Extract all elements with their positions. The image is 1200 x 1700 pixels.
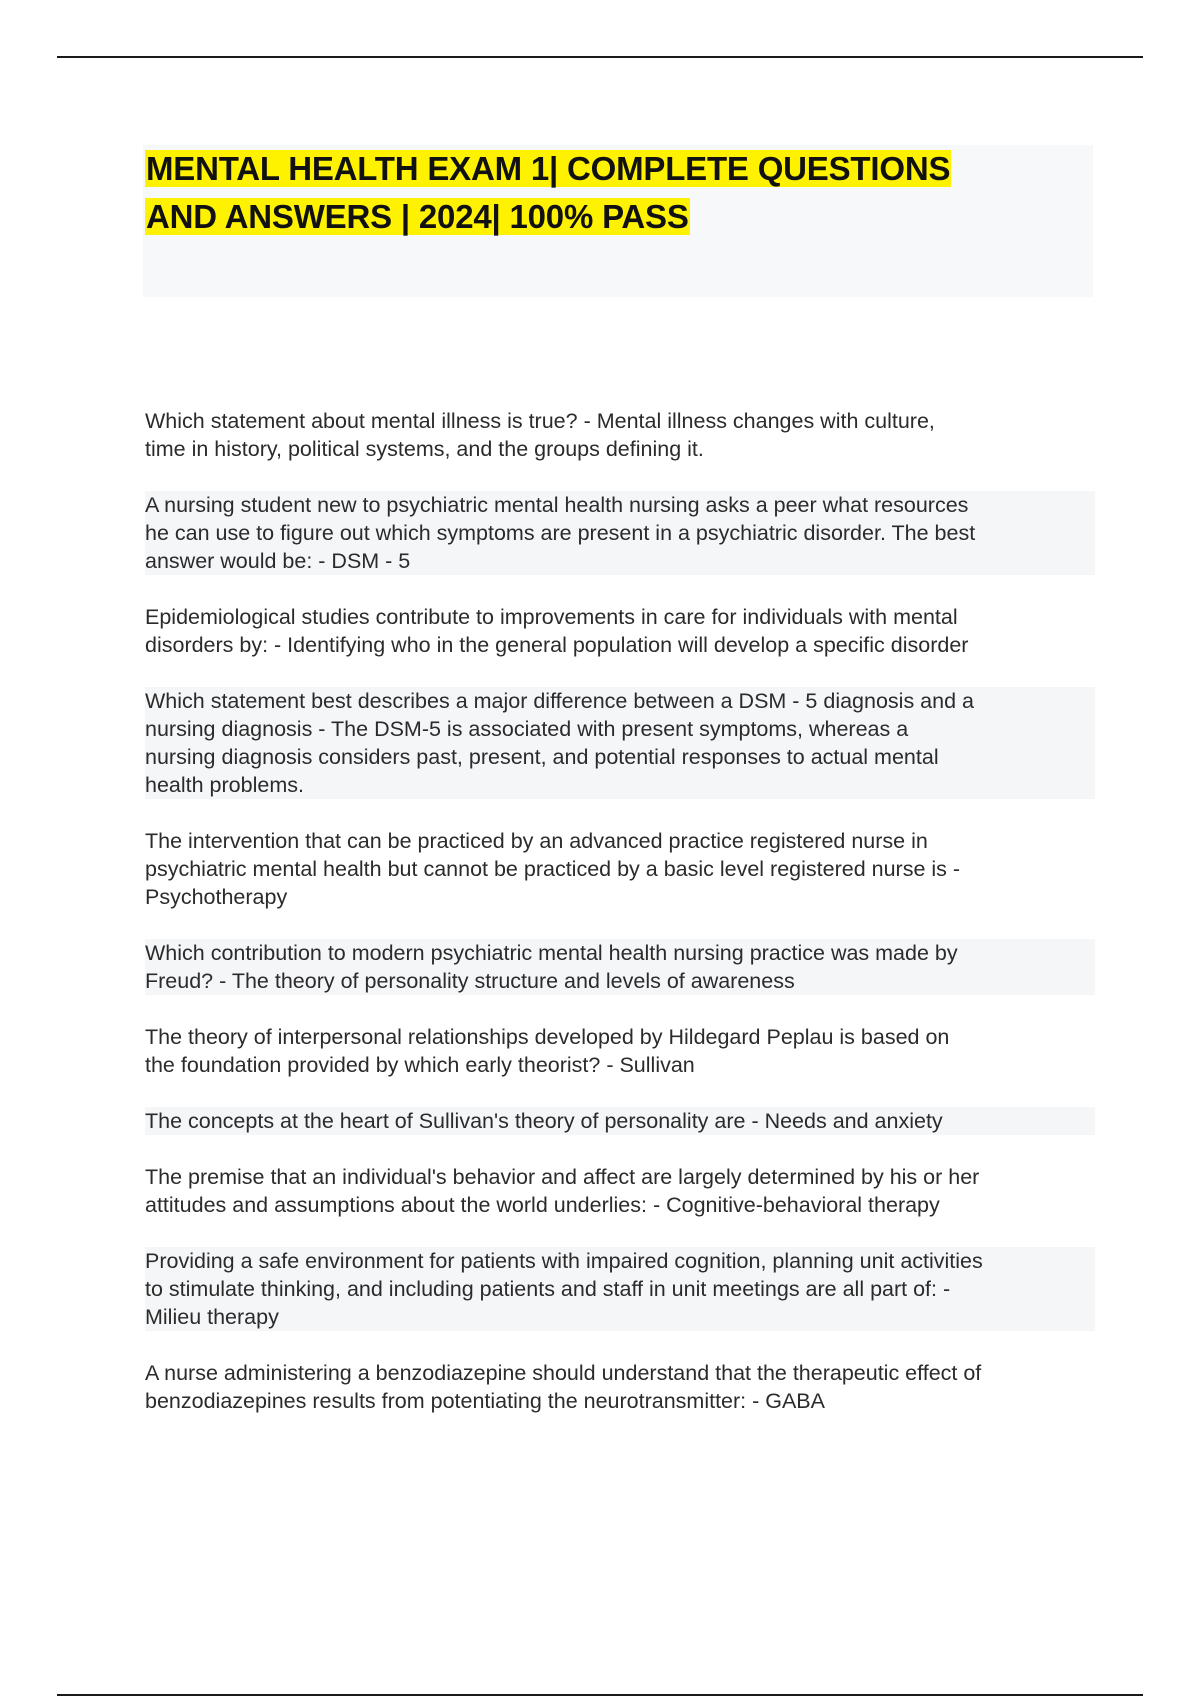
qa-item-line: time in history, political systems, and the groups defining it. bbox=[145, 437, 704, 461]
title-line-1: MENTAL HEALTH EXAM 1| COMPLETE QUESTIONS bbox=[146, 150, 951, 187]
qa-item-line: A nursing student new to psychiatric mental health nursing asks a peer what resources bbox=[145, 491, 1095, 519]
qa-item-line: nursing diagnosis - The DSM-5 is associated with present symptoms, whereas a bbox=[145, 715, 1095, 743]
qa-item bbox=[145, 1107, 1095, 1135]
qa-item-line: Milieu therapy bbox=[145, 1303, 1095, 1331]
qa-item-line: Which statement about mental illness is true? - Mental illness changes with culture, bbox=[145, 409, 935, 433]
qa-item-line: Providing a safe environment for patients with impaired cognition, planning unit activities bbox=[145, 1247, 1095, 1275]
qa-item-line: benzodiazepines results from potentiating the neurotransmitter: - GABA bbox=[145, 1389, 825, 1413]
qa-item bbox=[145, 1023, 1095, 1079]
qa-item bbox=[145, 687, 1095, 799]
qa-item-line: he can use to figure out which symptoms are present in a psychiatric disorder. The best bbox=[145, 519, 1095, 547]
qa-item-line: Which statement best describes a major difference between a DSM - 5 diagnosis and a bbox=[145, 687, 1095, 715]
qa-item bbox=[145, 491, 1095, 575]
qa-item bbox=[145, 827, 1095, 911]
qa-item-line: answer would be: - DSM - 5 bbox=[145, 547, 1095, 575]
qa-item bbox=[145, 407, 1095, 463]
qa-item bbox=[145, 1163, 1095, 1219]
qa-item-line: to stimulate thinking, and including patients and staff in unit meetings are all part of: - bbox=[145, 1275, 1095, 1303]
qa-item bbox=[145, 603, 1095, 659]
qa-item-line: A nurse administering a benzodiazepine should understand that the therapeutic effect of bbox=[145, 1361, 982, 1385]
qa-item-line: Epidemiological studies contribute to improvements in care for individuals with mental bbox=[145, 605, 958, 629]
qa-item-line: Psychotherapy bbox=[145, 885, 288, 909]
qa-item-line: Which contribution to modern psychiatric mental health nursing practice was made by bbox=[145, 939, 1095, 967]
qa-item-line: The theory of interpersonal relationships developed by Hildegard Peplau is based on bbox=[145, 1025, 950, 1049]
qa-item-line: The intervention that can be practiced by an advanced practice registered nurse in bbox=[145, 829, 928, 853]
title-block bbox=[143, 145, 1093, 297]
qa-item-line: psychiatric mental health but cannot be practiced by a basic level registered nurse is - bbox=[145, 857, 961, 881]
qa-item bbox=[145, 1247, 1095, 1331]
qa-item-line: Freud? - The theory of personality structure and levels of awareness bbox=[145, 967, 1095, 995]
qa-item bbox=[145, 939, 1095, 995]
qa-item-line: The concepts at the heart of Sullivan's theory of personality are - Needs and anxiety bbox=[145, 1107, 1095, 1135]
qa-item-line: health problems. bbox=[145, 771, 1095, 799]
top-divider bbox=[57, 56, 1143, 58]
qa-item-line: the foundation provided by which early theorist? - Sullivan bbox=[145, 1053, 695, 1077]
page-title bbox=[143, 145, 1093, 241]
qa-item bbox=[145, 1359, 1095, 1415]
qa-item-line: attitudes and assumptions about the world underlies: - Cognitive-behavioral therapy bbox=[145, 1193, 940, 1217]
qa-item-line: The premise that an individual's behavior and affect are largely determined by his or her bbox=[145, 1165, 980, 1189]
qa-item-line: nursing diagnosis considers past, present, and potential responses to actual mental bbox=[145, 743, 1095, 771]
title-line-2: AND ANSWERS | 2024| 100% PASS bbox=[146, 198, 689, 235]
qa-list bbox=[145, 407, 1095, 1443]
qa-item-line: disorders by: - Identifying who in the general population will develop a specific disorder bbox=[145, 633, 969, 657]
bottom-divider bbox=[57, 1694, 1143, 1696]
